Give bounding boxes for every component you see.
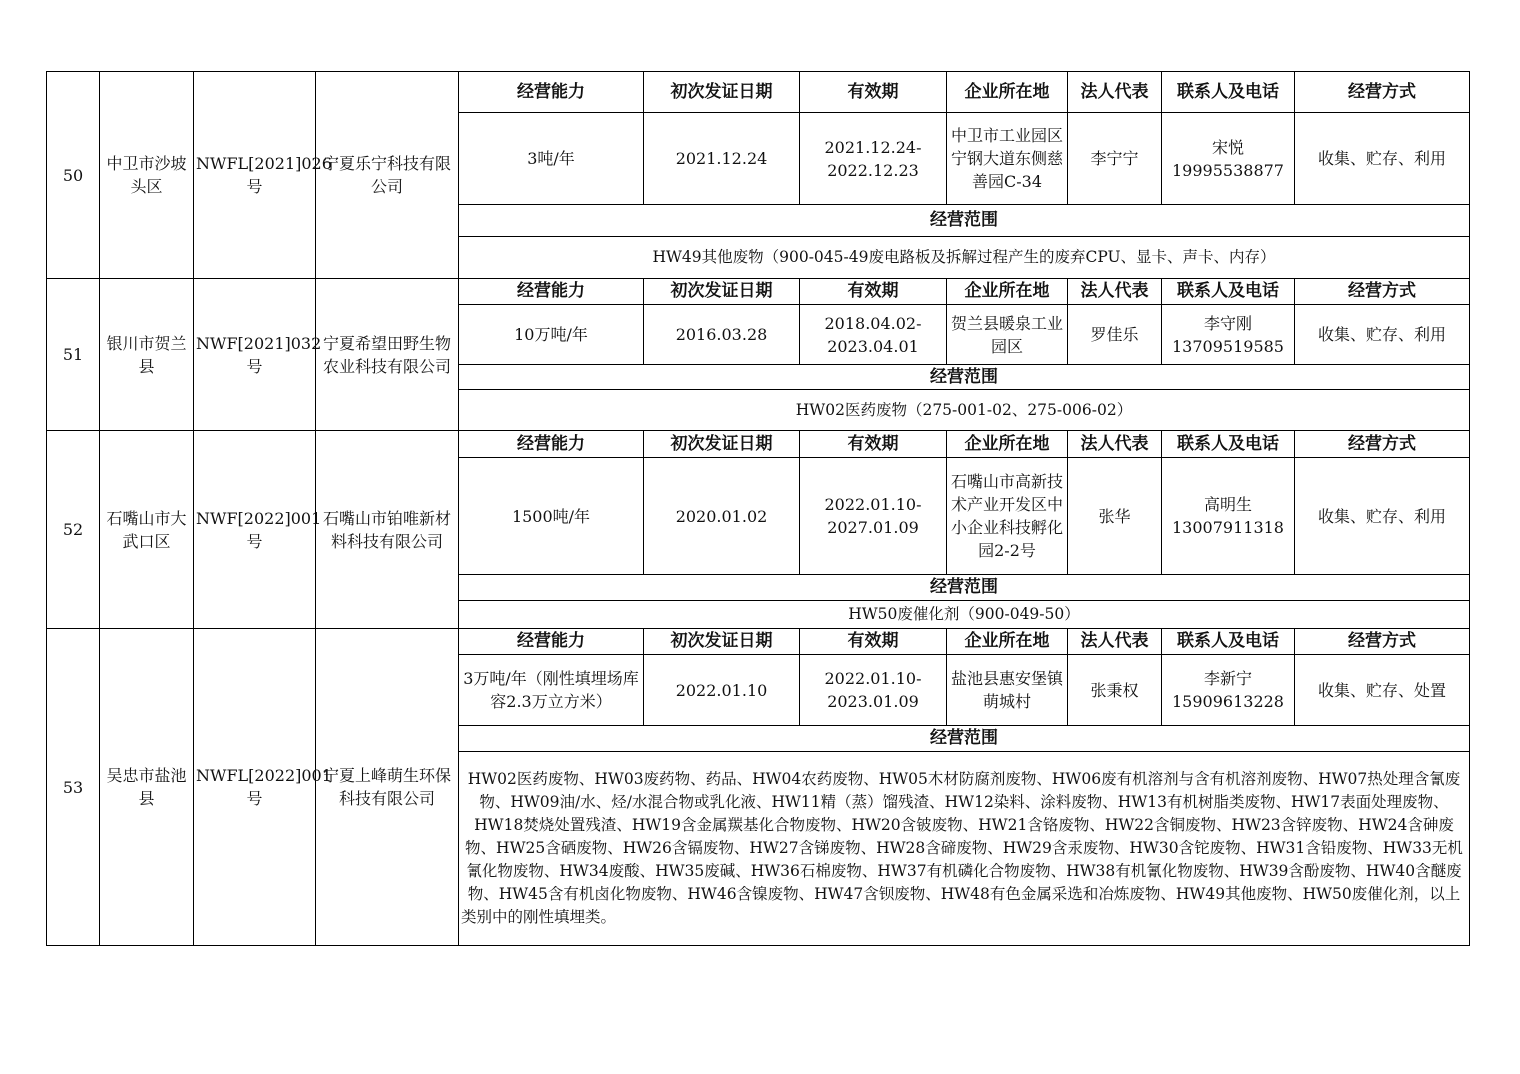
header-scope: 经营范围: [459, 575, 1470, 601]
record-number: 51: [47, 279, 100, 431]
header-validity: 有效期: [800, 279, 947, 305]
location-cell: 石嘴山市高新技术产业开发区中小企业科技孵化园2-2号: [947, 458, 1068, 575]
header-contact: 联系人及电话: [1162, 431, 1295, 458]
legal-rep-cell: 张秉权: [1068, 655, 1162, 726]
scope-cell: HW02医药废物（275-001-02、275-006-02）: [459, 390, 1470, 431]
contact-phone: 13709519585: [1172, 336, 1284, 356]
header-first-issue-date: 初次发证日期: [644, 431, 800, 458]
location-cell: 贺兰县暖泉工业园区: [947, 305, 1068, 365]
company-name-cell: 宁夏上峰萌生环保科技有限公司: [316, 629, 459, 946]
header-validity: 有效期: [800, 629, 947, 655]
validity-cell: 2018.04.02-2023.04.01: [800, 305, 947, 365]
first-issue-date-cell: 2020.01.02: [644, 458, 800, 575]
header-capacity: 经营能力: [459, 279, 644, 305]
license-number-cell: NWFL[2021]026号: [194, 72, 316, 279]
header-mode: 经营方式: [1295, 72, 1470, 113]
header-mode: 经营方式: [1295, 629, 1470, 655]
table-row: [47, 431, 1470, 458]
location-cell: 盐池县惠安堡镇萌城村: [947, 655, 1068, 726]
header-location: 企业所在地: [947, 279, 1068, 305]
header-mode: 经营方式: [1295, 279, 1470, 305]
contact-cell: [1162, 458, 1295, 575]
capacity-cell: 3吨/年: [459, 113, 644, 205]
legal-rep-cell: 罗佳乐: [1068, 305, 1162, 365]
contact-name: 高明生: [1203, 495, 1252, 514]
header-scope: 经营范围: [459, 205, 1470, 237]
contact-name: 李新宁: [1203, 669, 1252, 688]
company-name-cell: 宁夏乐宁科技有限公司: [316, 72, 459, 279]
first-issue-date-cell: 2021.12.24: [644, 113, 800, 205]
district-cell: 石嘴山市大武口区: [100, 431, 194, 629]
header-location: 企业所在地: [947, 72, 1068, 113]
capacity-cell: 1500吨/年: [459, 458, 644, 575]
header-legal-rep: 法人代表: [1068, 629, 1162, 655]
header-capacity: 经营能力: [459, 431, 644, 458]
header-location: 企业所在地: [947, 629, 1068, 655]
contact-cell: [1162, 655, 1295, 726]
mode-cell: 收集、贮存、利用: [1295, 458, 1470, 575]
table-row: [47, 629, 1470, 655]
first-issue-date-cell: 2016.03.28: [644, 305, 800, 365]
record-number: 50: [47, 72, 100, 279]
contact-phone: 13007911318: [1172, 518, 1284, 537]
capacity-cell: 10万吨/年: [459, 305, 644, 365]
header-capacity: 经营能力: [459, 629, 644, 655]
company-name-cell: 石嘴山市铂唯新材料科技有限公司: [316, 431, 459, 629]
license-number-cell: NWF[2022]001号: [194, 431, 316, 629]
header-first-issue-date: 初次发证日期: [644, 279, 800, 305]
first-issue-date-cell: 2022.01.10: [644, 655, 800, 726]
legal-rep-cell: 张华: [1068, 458, 1162, 575]
validity-cell: 2022.01.10-2023.01.09: [800, 655, 947, 726]
capacity-cell: 3万吨/年（刚性填埋场库容2.3万立方米）: [459, 655, 644, 726]
record-number: 52: [47, 431, 100, 629]
header-contact: 联系人及电话: [1162, 279, 1295, 305]
contact-name: 宋悦: [1211, 137, 1244, 157]
validity-cell: 2021.12.24-2022.12.23: [800, 113, 947, 205]
mode-cell: 收集、贮存、利用: [1295, 305, 1470, 365]
contact-cell: [1162, 305, 1295, 365]
district-cell: 中卫市沙坡头区: [100, 72, 194, 279]
header-validity: 有效期: [800, 72, 947, 113]
contact-cell: [1162, 113, 1295, 205]
header-location: 企业所在地: [947, 431, 1068, 458]
contact-phone: 19995538877: [1172, 160, 1284, 180]
header-first-issue-date: 初次发证日期: [644, 72, 800, 113]
mode-cell: 收集、贮存、利用: [1295, 113, 1470, 205]
header-contact: 联系人及电话: [1162, 72, 1295, 113]
table-row: [47, 279, 1470, 305]
contact-name: 李守刚: [1203, 313, 1252, 333]
mode-cell: 收集、贮存、处置: [1295, 655, 1470, 726]
validity-cell: 2022.01.10-2027.01.09: [800, 458, 947, 575]
license-table: [46, 71, 1470, 946]
record-number: 53: [47, 629, 100, 946]
header-legal-rep: 法人代表: [1068, 72, 1162, 113]
header-legal-rep: 法人代表: [1068, 431, 1162, 458]
district-cell: 银川市贺兰县: [100, 279, 194, 431]
scope-cell: HW02医药废物、HW03废药物、药品、HW04农药废物、HW05木材防腐剂废物、HW06废有机溶剂与含有机溶剂废物、HW07热处理含氰废物、HW09油/水、烃/水混合物或乳化液、HW11精（蒸）馏残渣、HW12染料、涂料废物、HW13有机树脂类废物、HW17表面处理废物、HW18焚烧处置残渣、HW19含金属羰基化合物废物、HW20含铍废物、HW21含铬废物、HW22含铜废物、HW23含锌废物、HW24含砷废物、HW25含硒废物、HW26含镉废物、HW27含锑废物、HW28含碲废物、HW29含汞废物、HW30含铊废物、HW31含铅废物、HW33无机氰化物废物、HW34废酸、HW35废碱、HW36石棉废物、HW37有机磷化合物废物、HW38有机氰化物废物、HW39含酚废物、HW40含醚废物、HW45含有机卤化物废物、HW46含镍废物、HW47含钡废物、HW48有色金属采选和冶炼废物、HW49其他废物、HW50废催化剂，以上类别中的刚性填埋类。: [459, 752, 1470, 946]
header-validity: 有效期: [800, 431, 947, 458]
scope-cell: HW50废催化剂（900-049-50）: [459, 601, 1470, 629]
header-legal-rep: 法人代表: [1068, 279, 1162, 305]
header-first-issue-date: 初次发证日期: [644, 629, 800, 655]
header-scope: 经营范围: [459, 726, 1470, 752]
district-cell: 吴忠市盐池县: [100, 629, 194, 946]
license-number-cell: NWFL[2022]001号: [194, 629, 316, 946]
header-scope: 经营范围: [459, 365, 1470, 390]
location-cell: 中卫市工业园区宁钢大道东侧慈善园C-34: [947, 113, 1068, 205]
contact-phone: 15909613228: [1172, 692, 1284, 711]
scope-cell: HW49其他废物（900-045-49废电路板及拆解过程产生的废弃CPU、显卡、声卡、内存）: [459, 237, 1470, 279]
license-number-cell: NWF[2021]032号: [194, 279, 316, 431]
header-contact: 联系人及电话: [1162, 629, 1295, 655]
legal-rep-cell: 李宁宁: [1068, 113, 1162, 205]
company-name-cell: 宁夏希望田野生物农业科技有限公司: [316, 279, 459, 431]
table-row: [47, 72, 1470, 113]
header-mode: 经营方式: [1295, 431, 1470, 458]
header-capacity: 经营能力: [459, 72, 644, 113]
